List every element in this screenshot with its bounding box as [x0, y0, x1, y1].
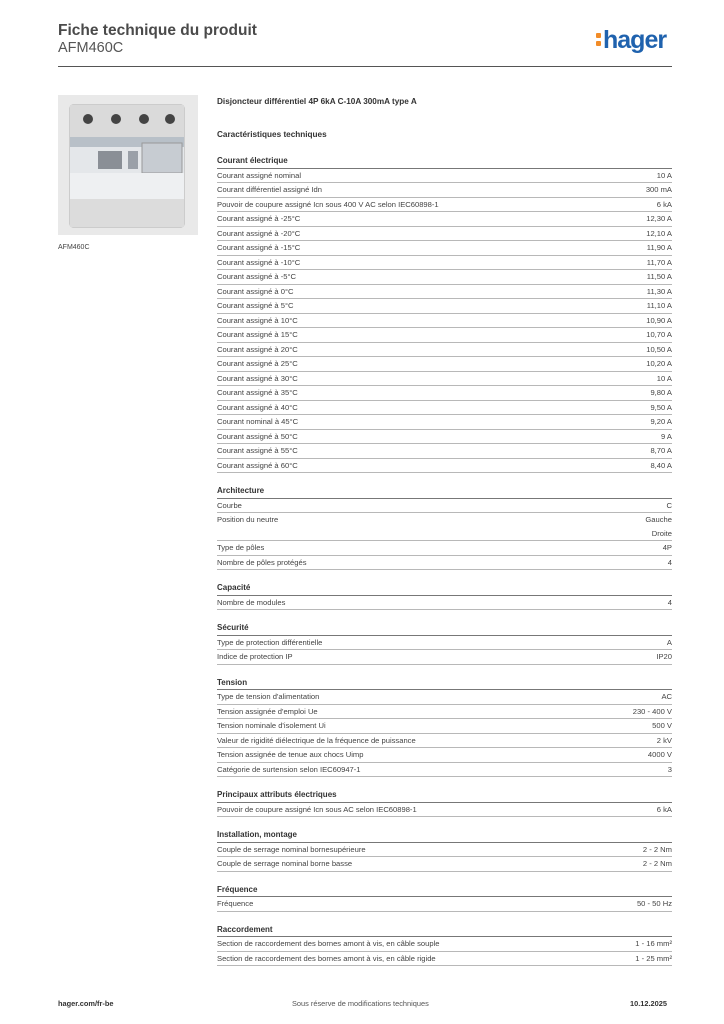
- spec-value: 9,80 A: [650, 388, 672, 397]
- spec-section: [217, 884, 672, 912]
- spec-label: Position du neutre: [217, 515, 279, 524]
- spec-label: Courant assigné à -10°C: [217, 257, 301, 267]
- spec-value: 9 A: [661, 431, 672, 441]
- spec-label: Courant assigné à -5°C: [217, 272, 297, 281]
- spec-content: [217, 96, 672, 966]
- spec-label: Nombre de modules: [217, 597, 286, 607]
- spec-row: [217, 343, 672, 358]
- spec-row: [217, 241, 672, 256]
- spec-label: Catégorie de surtension selon IEC60947-1: [217, 764, 361, 774]
- spec-row: [217, 734, 672, 749]
- spec-label: Indice de protection IP: [217, 652, 293, 661]
- product-title: Disjoncteur différentiel 4P 6kA C-10A 300mA type A: [217, 97, 417, 106]
- spec-value: 11,50 A: [646, 272, 672, 281]
- product-reference: AFM460C: [58, 40, 124, 56]
- spec-row: [217, 372, 672, 387]
- spec-value: 1 - 25 mm²: [635, 953, 672, 963]
- spec-row: [217, 937, 672, 952]
- spec-label: Section de raccordement des bornes amont à vis, en câble rigide: [217, 953, 436, 963]
- section-title: Architecture: [217, 485, 672, 499]
- spec-row: [217, 328, 672, 343]
- spec-value: IP20: [656, 652, 672, 661]
- section-title: Courant électrique: [217, 155, 672, 169]
- spec-row: [217, 541, 672, 556]
- spec-label: Courant assigné à 35°C: [217, 388, 298, 397]
- spec-value: 4000 V: [647, 750, 672, 759]
- spec-value: 230 - 400 V: [632, 706, 672, 716]
- spec-row: [217, 763, 672, 778]
- spec-row: [217, 256, 672, 271]
- spec-label: Courant assigné nominal: [217, 170, 302, 180]
- spec-row: [217, 803, 672, 818]
- spec-row: [217, 952, 672, 967]
- spec-label: Type de pôles: [217, 543, 265, 552]
- spec-value: 11,90 A: [646, 243, 672, 252]
- spec-label: Couple de serrage nominal bornesupérieure: [217, 844, 366, 854]
- spec-section: [217, 829, 672, 872]
- circuit-breaker-illustration: [58, 95, 198, 235]
- spec-section: [217, 582, 672, 610]
- spec-row: [217, 748, 672, 763]
- spec-section: [217, 622, 672, 665]
- spec-row: [217, 415, 672, 430]
- spec-value: 500 V: [652, 721, 672, 730]
- spec-label: Nombre de pôles protégés: [217, 557, 307, 567]
- spec-row: [217, 556, 672, 571]
- spec-value: Gauche Droite: [645, 515, 672, 538]
- tech-title: Caractéristiques techniques: [217, 130, 327, 139]
- spec-label: Type de protection différentielle: [217, 637, 323, 647]
- section-title: Installation, montage: [217, 829, 672, 843]
- spec-value: 3: [667, 764, 672, 774]
- spec-section: [217, 155, 672, 473]
- spec-value: 10 A: [656, 170, 672, 180]
- spec-label: Courant assigné à 15°C: [217, 330, 298, 339]
- spec-row: [217, 513, 672, 541]
- logo-dots-icon: [596, 34, 602, 48]
- spec-label: Courant assigné à 30°C: [217, 373, 298, 383]
- spec-row: [217, 169, 672, 184]
- spec-value: A: [666, 637, 672, 647]
- spec-value: 12,10 A: [646, 228, 672, 238]
- spec-row: [217, 650, 672, 665]
- section-title: Fréquence: [217, 884, 672, 898]
- spec-row: [217, 299, 672, 314]
- spec-section: [217, 789, 672, 817]
- spec-row: [217, 357, 672, 372]
- section-title: Tension: [217, 677, 672, 691]
- spec-label: Courant assigné à 60°C: [217, 460, 298, 470]
- spec-row: [217, 270, 672, 285]
- spec-value: 2 - 2 Nm: [642, 844, 672, 854]
- page-title: Fiche technique du produit: [58, 22, 257, 39]
- spec-value: 2 - 2 Nm: [642, 859, 672, 868]
- header-divider: [58, 66, 672, 67]
- spec-label: Type de tension d'alimentation: [217, 692, 320, 701]
- spec-value: 4: [667, 597, 672, 607]
- spec-row: [217, 285, 672, 300]
- spec-value: 1 - 16 mm²: [635, 939, 672, 948]
- footer-website-link[interactable]: hager.com/fr-be: [58, 999, 114, 1008]
- spec-label: Pouvoir de coupure assigné Icn sous AC selon IEC60898-1: [217, 804, 417, 814]
- spec-section: [217, 924, 672, 967]
- spec-value: 9,20 A: [650, 417, 672, 426]
- spec-row: [217, 499, 672, 514]
- spec-row: [217, 198, 672, 213]
- image-caption: AFM460C: [58, 244, 90, 251]
- spec-value: 10 A: [656, 373, 672, 383]
- spec-value: 9,50 A: [650, 402, 672, 412]
- spec-label: Tension assignée de tenue aux chocs Uimp: [217, 750, 364, 759]
- spec-value: 2 kV: [656, 735, 672, 745]
- spec-label: Section de raccordement des bornes amont à vis, en câble souple: [217, 939, 440, 948]
- spec-row: [217, 705, 672, 720]
- section-title: Sécurité: [217, 622, 672, 636]
- spec-label: Courant nominal à 45°C: [217, 417, 299, 426]
- spec-value: 10,70 A: [646, 330, 672, 339]
- spec-value: 6 kA: [656, 804, 672, 814]
- spec-value: 4: [667, 557, 672, 567]
- logo-text: hager: [603, 26, 667, 54]
- spec-label: Courant assigné à 50°C: [217, 431, 298, 441]
- hager-logo[interactable]: [596, 26, 666, 55]
- spec-row: [217, 897, 672, 912]
- spec-row: [217, 843, 672, 858]
- spec-row: [217, 636, 672, 651]
- spec-row: [217, 212, 672, 227]
- spec-sections: [217, 155, 672, 966]
- section-title: Raccordement: [217, 924, 672, 938]
- spec-label: Courant assigné à -20°C: [217, 228, 301, 238]
- footer-notice: Sous réserve de modifications techniques: [292, 999, 429, 1008]
- spec-row: [217, 459, 672, 474]
- spec-label: Courant assigné à 5°C: [217, 301, 294, 310]
- spec-value: 11,30 A: [646, 286, 672, 296]
- spec-label: Tension nominale d'isolement Ui: [217, 721, 326, 730]
- spec-label: Courant assigné à -15°C: [217, 243, 301, 252]
- spec-label: Courant assigné à 20°C: [217, 344, 298, 354]
- spec-row: [217, 430, 672, 445]
- section-title: Principaux attributs électriques: [217, 789, 672, 803]
- footer-date: 10.12.2025: [630, 999, 667, 1008]
- spec-label: Courant assigné à 40°C: [217, 402, 298, 412]
- spec-row: [217, 386, 672, 401]
- product-image: [58, 95, 198, 235]
- spec-value: 4P: [662, 543, 672, 552]
- spec-value: 10,50 A: [646, 344, 672, 354]
- spec-value: 10,90 A: [646, 315, 672, 325]
- spec-row: [217, 444, 672, 459]
- spec-section: [217, 485, 672, 570]
- spec-label: Tension assignée d'emploi Ue: [217, 706, 318, 716]
- section-title: Capacité: [217, 582, 672, 596]
- spec-label: Pouvoir de coupure assigné Icn sous 400 V AC selon IEC60898-1: [217, 199, 439, 209]
- spec-label: Courant assigné à 25°C: [217, 359, 298, 368]
- spec-value: 8,40 A: [650, 460, 672, 470]
- spec-value: 300 mA: [645, 185, 672, 194]
- spec-row: [217, 314, 672, 329]
- spec-row: [217, 719, 672, 734]
- spec-value: 6 kA: [656, 199, 672, 209]
- spec-label: Courant assigné à 55°C: [217, 446, 298, 455]
- spec-value: AC: [661, 692, 672, 701]
- spec-label: Couple de serrage nominal borne basse: [217, 859, 353, 868]
- spec-value: 11,70 A: [646, 257, 672, 267]
- spec-section: [217, 677, 672, 778]
- spec-row: [217, 401, 672, 416]
- spec-row: [217, 690, 672, 705]
- spec-value: 8,70 A: [650, 446, 672, 455]
- spec-label: Fréquence: [217, 899, 254, 908]
- spec-row: [217, 227, 672, 242]
- spec-label: Courant assigné à -25°C: [217, 214, 301, 223]
- spec-row: [217, 596, 672, 611]
- spec-label: Courant assigné à 10°C: [217, 315, 298, 325]
- spec-value: C: [666, 500, 672, 510]
- spec-label: Courant assigné à 0°C: [217, 286, 294, 296]
- spec-row: [217, 183, 672, 198]
- spec-label: Courant différentiel assigné Idn: [217, 185, 322, 194]
- spec-value: 12,30 A: [646, 214, 672, 223]
- spec-value: 10,20 A: [646, 359, 672, 368]
- spec-value: 50 - 50 Hz: [636, 899, 672, 908]
- spec-label: Courbe: [217, 500, 242, 510]
- spec-row: [217, 857, 672, 872]
- spec-value: 11,10 A: [646, 301, 672, 310]
- spec-label: Valeur de rigidité diélectrique de la fréquence de puissance: [217, 735, 416, 745]
